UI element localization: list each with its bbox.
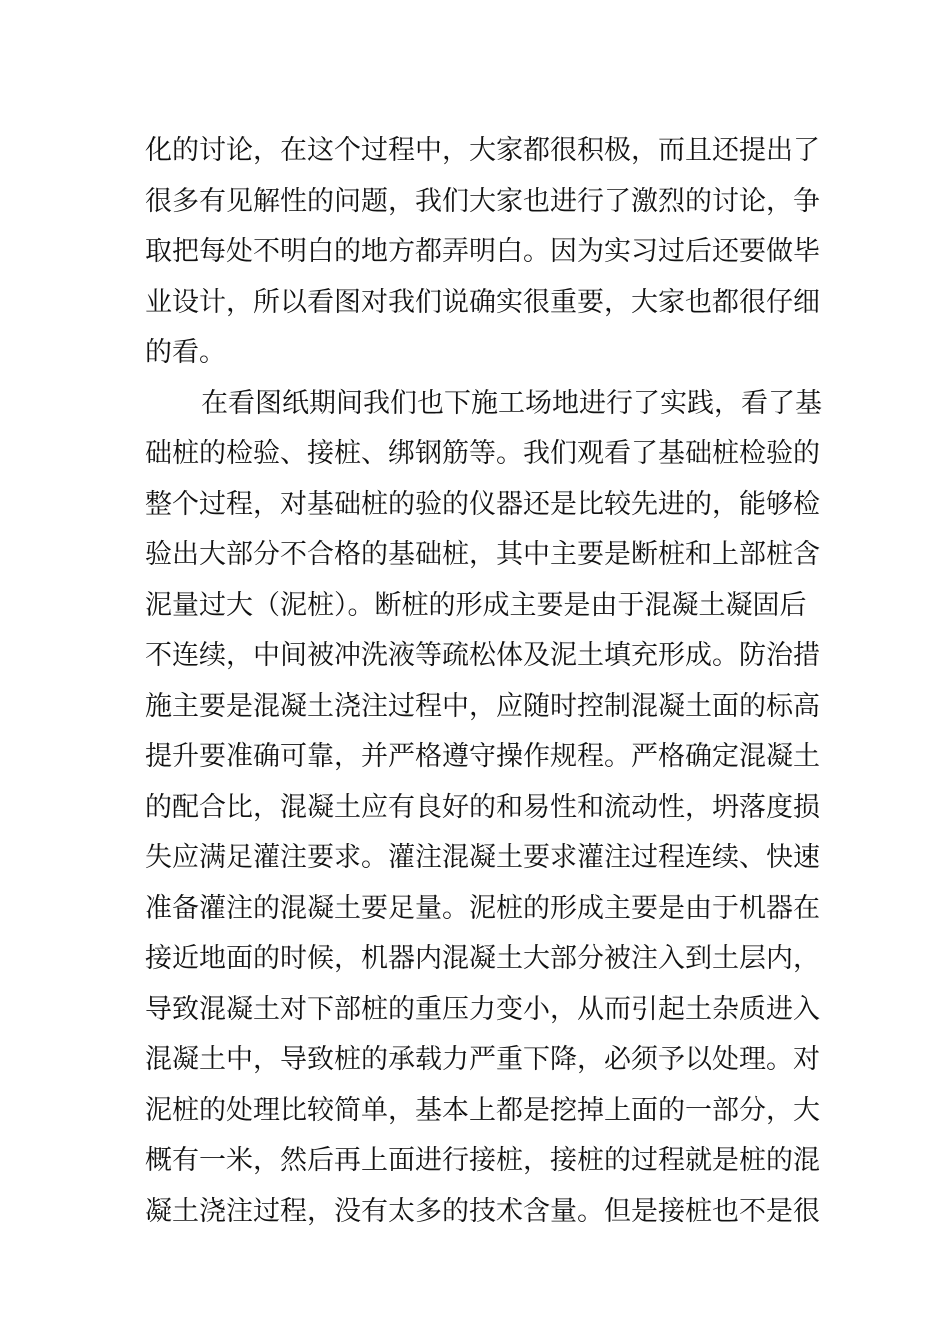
text-line: 提升要准确可靠，并严格遵守操作规程。严格确定混凝土 xyxy=(145,741,820,772)
text-line: 取把每处不明白的地方都弄明白。因为实习过后还要做毕 xyxy=(145,236,820,267)
text-line: 概有一米，然后再上面进行接桩，接桩的过程就是桩的混 xyxy=(145,1145,820,1176)
body-text xyxy=(145,126,822,1237)
text-line: 化的讨论，在这个过程中，大家都很积极，而且还提出了 xyxy=(145,135,820,166)
text-line: 整个过程，对基础桩的验的仪器还是比较先进的，能够检 xyxy=(145,488,820,520)
text-line: 泥量过大（泥桩）。断桩的形成主要是由于混凝土凝固后 xyxy=(145,589,807,621)
text-line: 导致混凝土对下部桩的重压力变小，从而引起土杂质进入 xyxy=(145,993,820,1025)
text-line: 的配合比，混凝土应有良好的和易性和流动性，坍落度损 xyxy=(145,791,820,823)
text-line: 混凝土中，导致桩的承载力严重下降，必须予以处理。对 xyxy=(145,1044,820,1075)
text-line: 业设计，所以看图对我们说确实很重要，大家也都很仔细 xyxy=(145,286,820,318)
text-line: 接近地面的时候，机器内混凝土大部分被注入到土层内， xyxy=(145,943,820,974)
text-line: 不连续，中间被冲洗液等疏松体及泥土填充形成。防治措 xyxy=(145,640,820,671)
text-line: 的看。 xyxy=(145,337,226,368)
text-line: 很多有见解性的问题，我们大家也进行了激烈的讨论，争 xyxy=(145,185,820,217)
text-line-indented: 在看图纸期间我们也下施工场地进行了实践，看了基 xyxy=(201,387,822,419)
text-line: 施主要是混凝土浇注过程中，应随时控制混凝土面的标高 xyxy=(145,690,820,722)
text-line: 础桩的检验、接桩、绑钢筋等。我们观看了基础桩检验的 xyxy=(145,438,820,469)
paragraph-1 xyxy=(145,126,820,379)
paragraph-2 xyxy=(145,379,822,1238)
text-line: 凝土浇注过程，没有太多的技术含量。但是接桩也不是很 xyxy=(145,1195,820,1227)
text-line: 准备灌注的混凝土要足量。泥桩的形成主要是由于机器在 xyxy=(145,892,820,924)
text-line: 验出大部分不合格的基础桩，其中主要是断桩和上部桩含 xyxy=(145,539,820,570)
text-line: 泥桩的处理比较简单，基本上都是挖掉上面的一部分，大 xyxy=(145,1094,820,1126)
text-line: 失应满足灌注要求。灌注混凝土要求灌注过程连续、快速 xyxy=(145,842,820,873)
